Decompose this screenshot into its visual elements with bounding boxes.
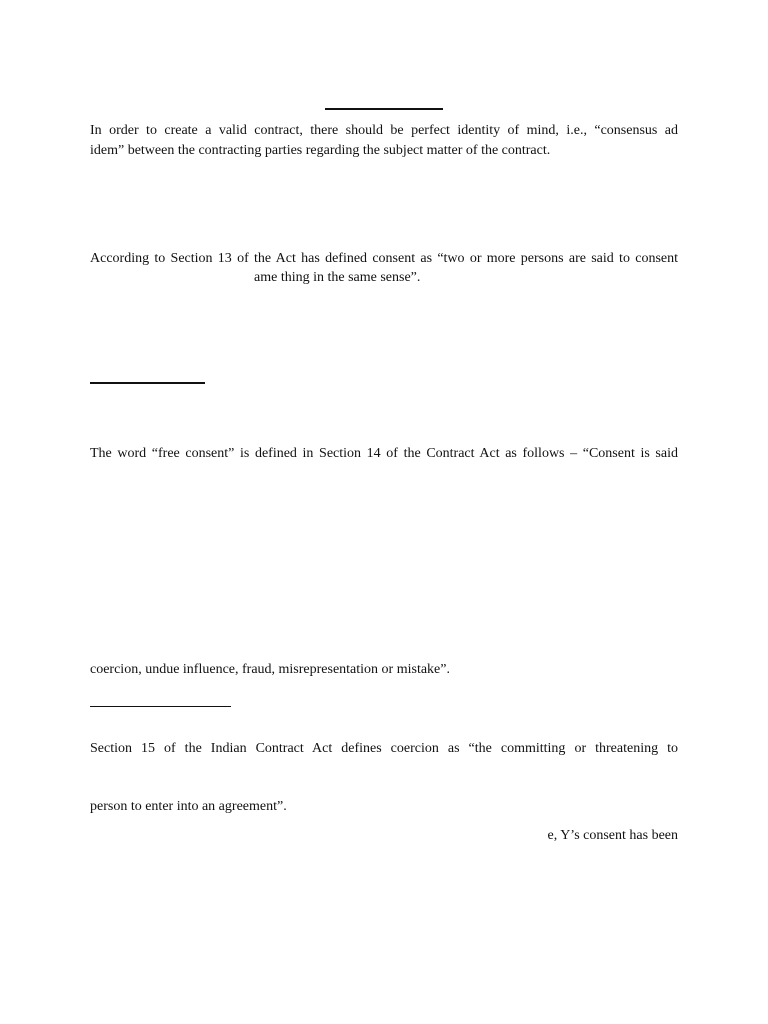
paragraph-coercion-line-3: e, Y’s consent has been xyxy=(547,828,678,843)
paragraph-section13-line-1: According to Section 13 of the Act has defined consent as “two or more persons are said to consent xyxy=(90,251,678,266)
paragraph-consensus-line-1: In order to create a valid contract, there should be perfect identity of mind, i.e., “consensus ad xyxy=(90,123,678,138)
paragraph-coercion-line-2: person to enter into an agreement”. xyxy=(90,799,287,814)
paragraph-coercion-line-1: Section 15 of the Indian Contract Act defines coercion as “the committing or threatening to xyxy=(90,741,678,756)
heading-redaction-line-3 xyxy=(90,706,231,707)
paragraph-free-consent-line-1: The word “free consent” is defined in Section 14 of the Contract Act as follows – “Consent is said xyxy=(90,446,678,461)
heading-redaction-line-1 xyxy=(325,108,443,110)
paragraph-section13-line-2: ame thing in the same sense”. xyxy=(254,270,421,285)
heading-redaction-line-2 xyxy=(90,382,205,384)
paragraph-consensus-line-2: idem” between the contracting parties regarding the subject matter of the contract. xyxy=(90,143,551,158)
paragraph-consent-causes-line-1: coercion, undue influence, fraud, misrepresentation or mistake”. xyxy=(90,662,450,677)
